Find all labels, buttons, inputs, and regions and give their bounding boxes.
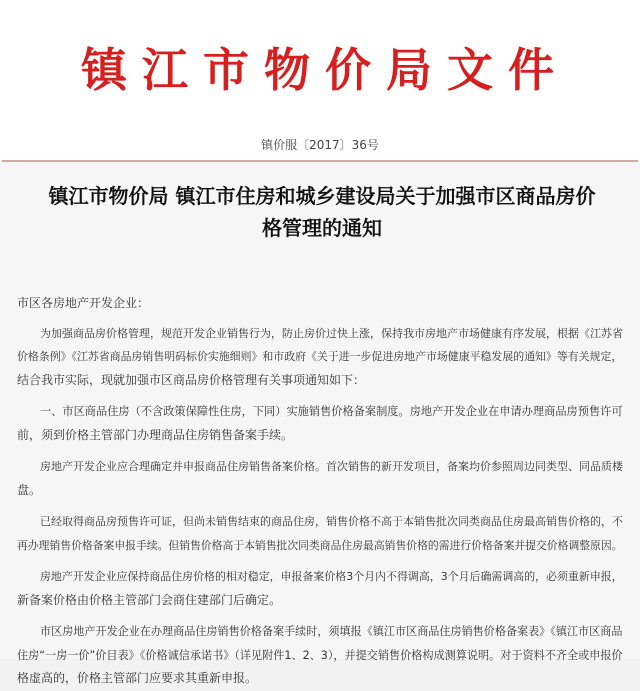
text-line: 价格条例》《江苏省商品房销售明码标价实施细则》和市政府《关于进一步促进房地产市场健康平稳发展的通知》等有关规定， [17,350,623,363]
paragraph [17,620,623,691]
document-number: 镇价服〔2017〕36号 [261,138,379,152]
notice-body [17,292,623,691]
text-line: 再办理销售价格备案申报手续。但销售价格高于本销售批次同类商品住房最高销售价格的需进行价格备案并提交价格调整原因。 [17,538,623,552]
text-line: 盘。 [17,482,42,497]
paragraph [17,565,623,612]
text-line: 一、市区商品住房（不含政策保障性住房，下同）实施销售价格备案制度。房地产开发企业在申请办理商品房预售许可 [40,405,623,418]
paragraph [17,322,623,393]
letterhead-title: 镇江市物价局文件 [81,43,569,97]
notice-title [22,180,622,244]
text-line: 已经取得商品房预售许可证，但尚未销售结束的商品住房，销售价格不高于本销售批次同类商品住房最高销售价格的，不 [40,515,623,528]
notice-title-line: 镇江市物价局 镇江市住房和城乡建设局关于加强市区商品房价 [48,184,596,208]
text-line: 住房“一房一价”价目表》《价格诚信承诺书》（详见附件1、2、3），并提交销售价格构成测算说明。对于资料不齐全或申报价 [17,648,623,662]
letterhead [0,0,640,162]
text-line: 前，须到价格主管部门办理商品住房销售备案手续。 [17,427,294,442]
text-line: 新备案价格由价格主管部门会商住建部门后确定。 [17,592,282,607]
paragraph [17,400,623,447]
paragraph [17,455,623,502]
paragraph [17,510,623,557]
text-line: 房地产开发企业应合理确定并申报商品住房销售备案价格。首次销售的新开发项目，备案均价参照周边同类型、同品质楼 [40,460,623,473]
notice-title-line: 格管理的通知 [262,216,382,240]
text-line: 市区房地产开发企业在办理商品住房销售价格备案手续时，须填报《镇江市区商品住房销售价格备案表》《镇江市区商品 [40,625,623,638]
text-line: 房地产开发企业应保持商品住房价格的相对稳定，申报备案价格3个月内不得调高，3个月后确需调高的，必须重新申报， [40,570,623,583]
letterhead-divider [2,160,638,162]
text-line: 为加强商品房价格管理，规范开发企业销售行为，防止房价过快上涨，保持我市房地产市场健康有序发展，根据《江苏省 [40,326,623,340]
text-line: 格虚高的，价格主管部门应要求其重新申报。 [17,671,258,685]
text-line: 结合我市实际，现就加强市区商品房价格管理有关事项通知如下： [17,372,366,387]
salutation: 市区各房地产开发企业： [17,296,150,310]
